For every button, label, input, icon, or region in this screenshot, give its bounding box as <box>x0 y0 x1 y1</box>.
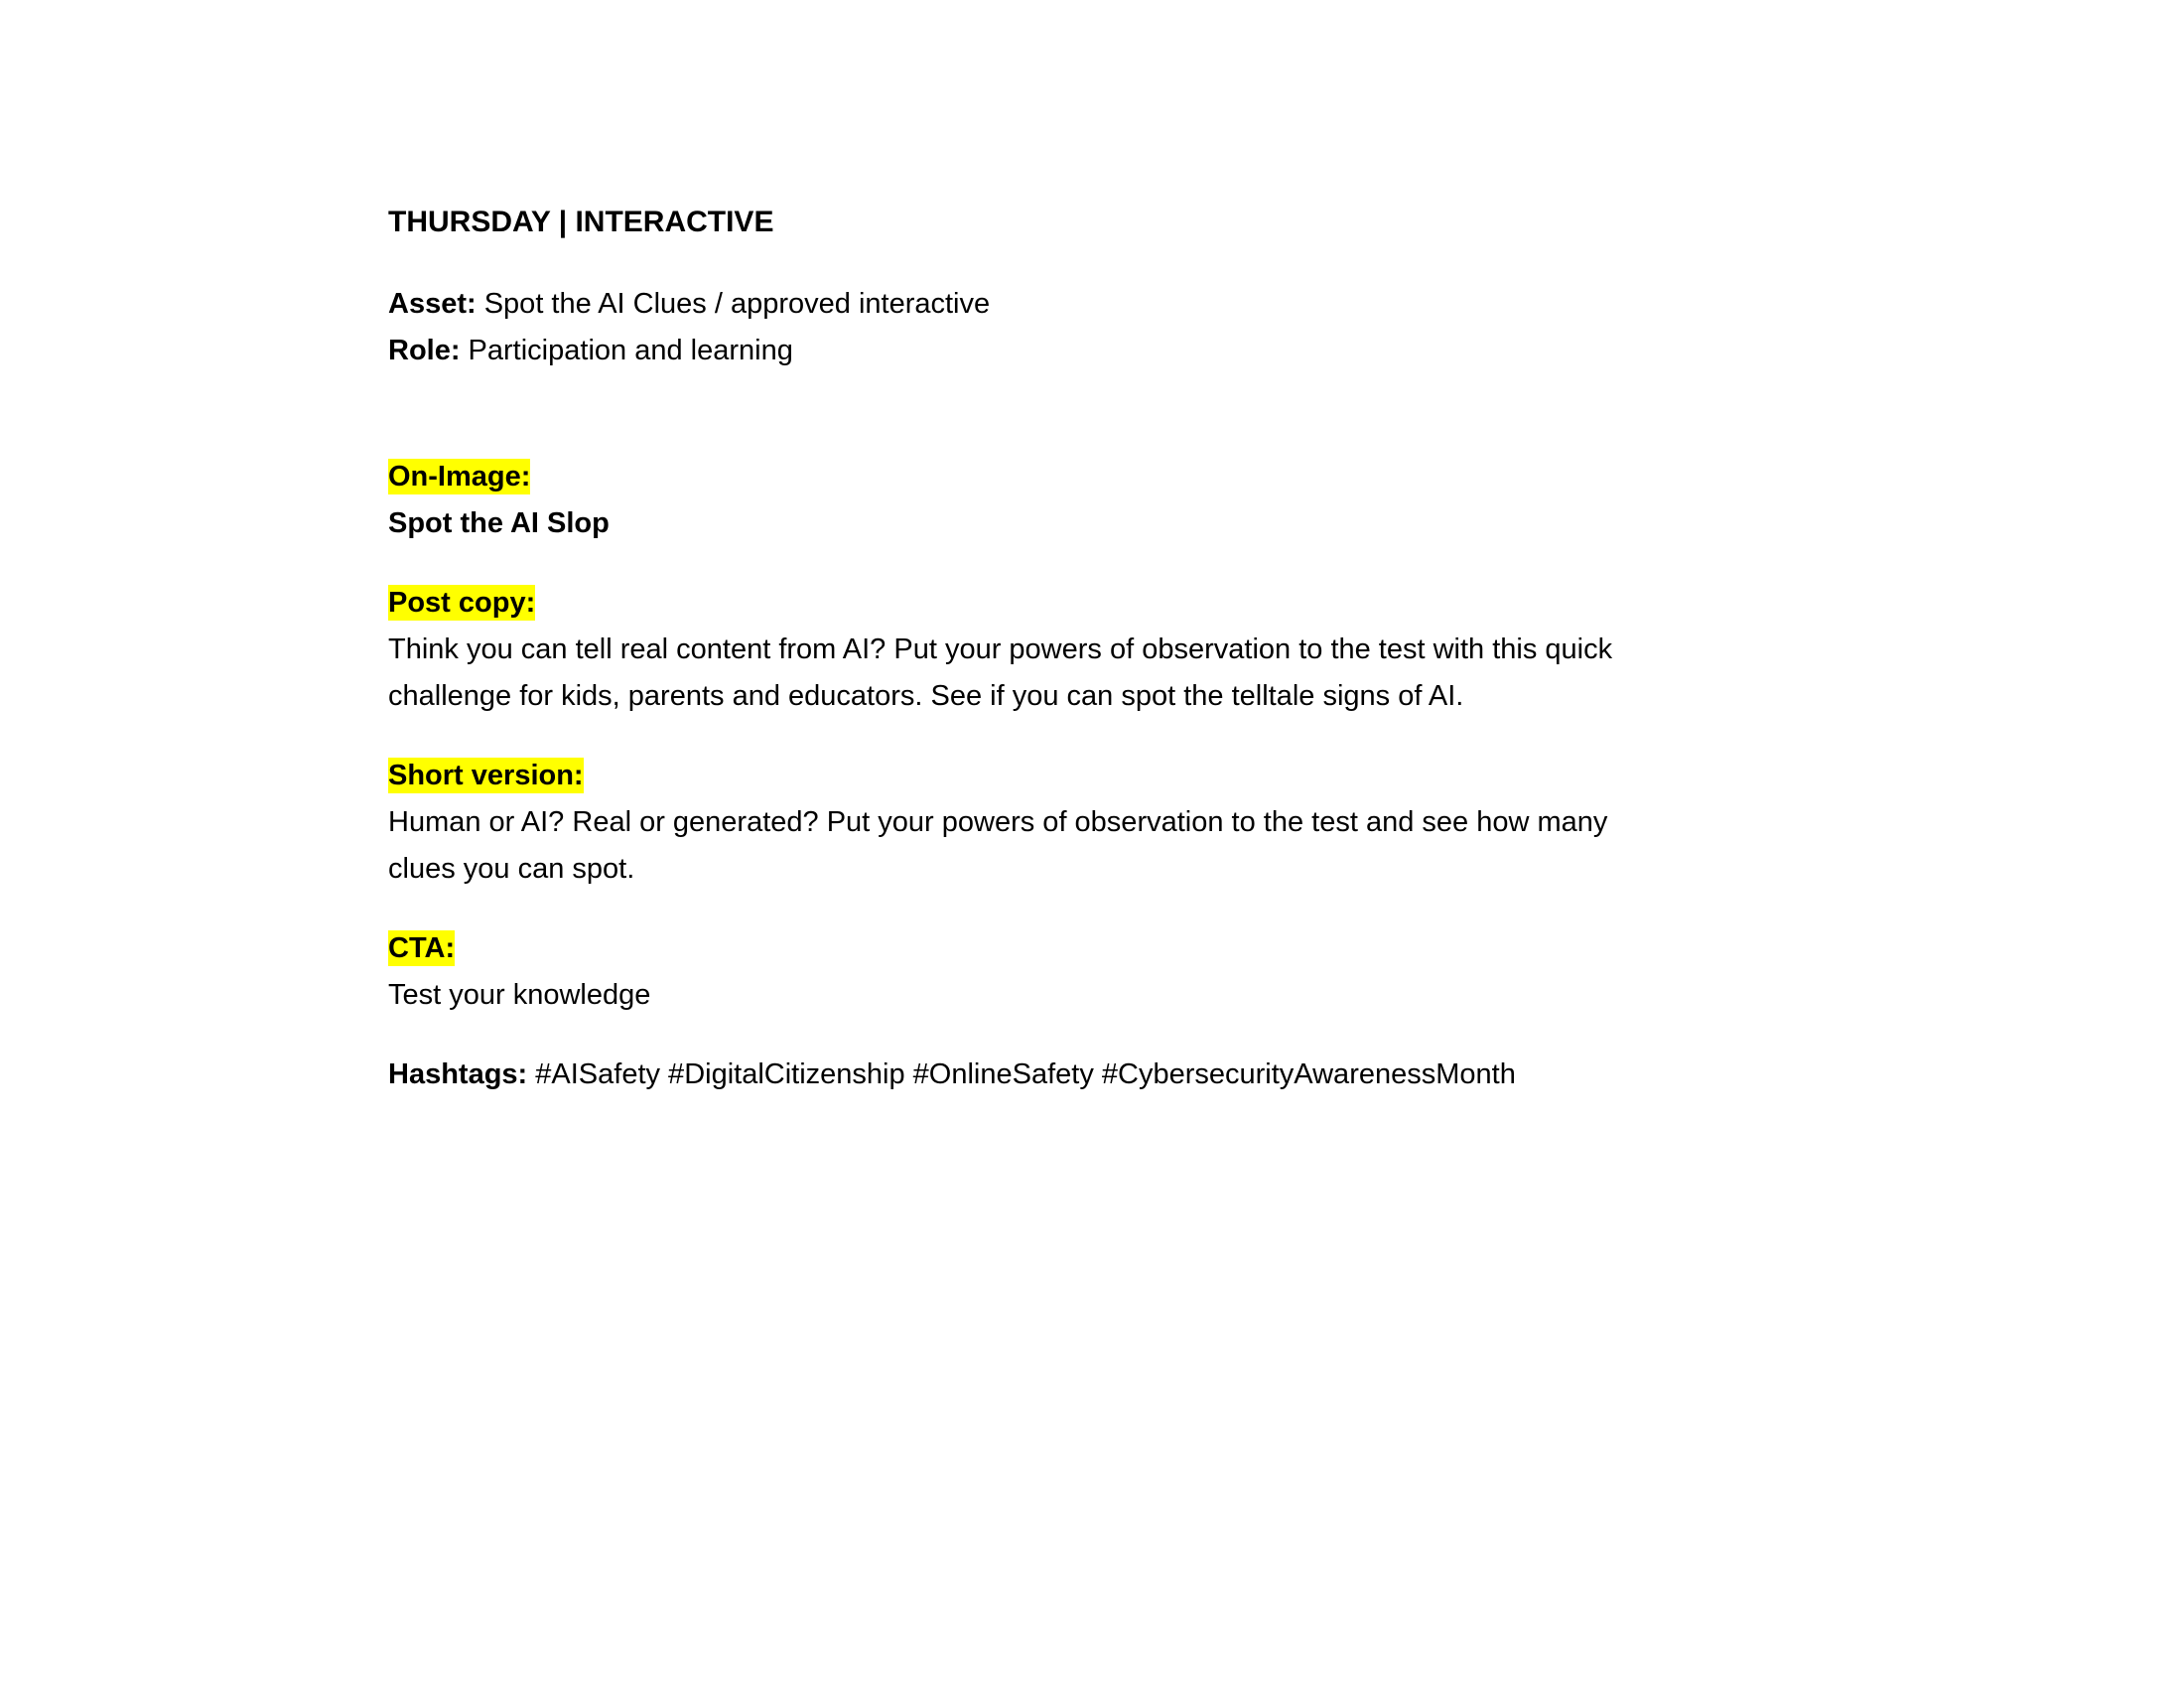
short-version-label: Short version: <box>388 760 584 791</box>
post-copy-text: Think you can tell real content from AI? Put your powers of observation to the test with this quick challenge for kids, parents and educators. See if you can spot the telltale signs of AI. <box>388 633 1613 712</box>
hashtags-line <box>388 1052 1629 1098</box>
spacer <box>388 374 1629 454</box>
cta-label: CTA: <box>388 932 456 964</box>
post-copy-label-line <box>388 580 1629 627</box>
document-body <box>388 199 1629 1098</box>
role-value: Participation and learning <box>460 335 793 366</box>
on-image-text: Spot the AI Slop <box>388 507 610 539</box>
post-copy-label: Post copy: <box>388 587 536 619</box>
spacer <box>388 547 1629 580</box>
spacer <box>388 893 1629 925</box>
short-version-text: Human or AI? Real or generated? Put your powers of observation to the test and see how many clues you can spot. <box>388 806 1608 885</box>
spacer <box>388 1019 1629 1052</box>
spacer <box>388 720 1629 753</box>
hashtags-value: #AISafety #DigitalCitizenship #OnlineSafety #CybersecurityAwarenessMonth <box>527 1058 1516 1090</box>
on-image-label: On-Image: <box>388 461 531 492</box>
cta-label-line <box>388 925 1629 972</box>
on-image-label-line <box>388 454 1629 500</box>
role-line <box>388 328 1629 374</box>
cta-text: Test your knowledge <box>388 979 651 1011</box>
short-version-label-line <box>388 753 1629 799</box>
hashtags-label: Hashtags: <box>388 1058 528 1090</box>
page-heading: THURSDAY | INTERACTIVE <box>388 206 774 238</box>
role-label: Role: <box>388 335 461 366</box>
asset-label: Asset: <box>388 288 477 320</box>
asset-value: Spot the AI Clues / approved interactive <box>476 288 991 320</box>
asset-line <box>388 281 1629 328</box>
